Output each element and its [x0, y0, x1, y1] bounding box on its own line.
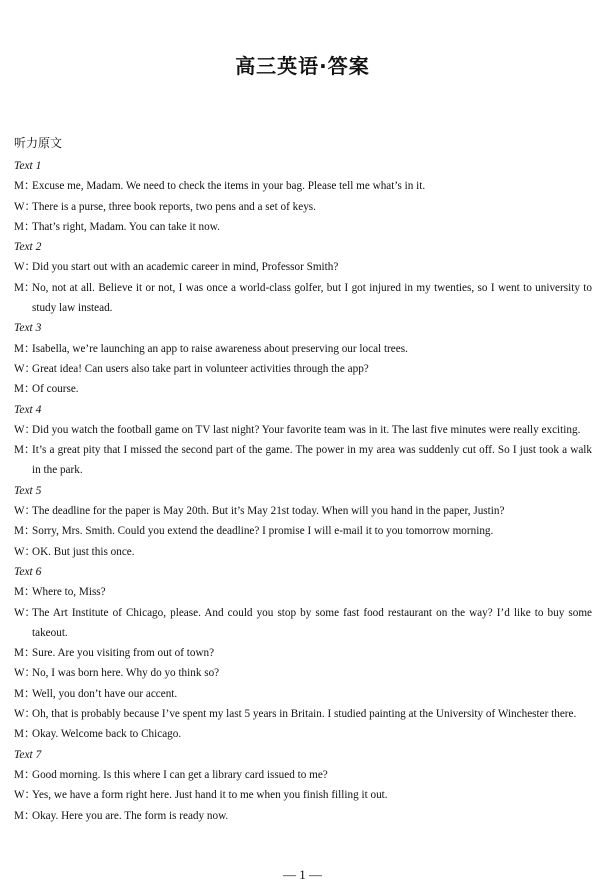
speaker: W： [14, 545, 36, 558]
speaker: W： [14, 606, 36, 619]
utterance: No, I was born here. Why do yo think so? [32, 667, 220, 680]
speaker: W： [14, 200, 36, 213]
dialogue-line [14, 217, 592, 237]
speaker: W： [14, 423, 36, 436]
dialogue-line [14, 420, 592, 440]
utterance: Great idea! Can users also take part in volunteer activities through the app? [32, 362, 369, 375]
dialogue-line [14, 501, 592, 521]
speaker: M： [14, 728, 36, 741]
speaker: W： [14, 708, 36, 721]
utterance: That’s right, Madam. You can take it now. [32, 220, 220, 233]
speaker: M： [14, 687, 36, 700]
transcript [14, 156, 592, 826]
utterance: Excuse me, Madam. We need to check the items in your bag. Please tell me what’s in it. [32, 180, 426, 193]
utterance: Sorry, Mrs. Smith. Could you extend the deadline? I promise I will e-mail it to you tomorrow morning. [32, 525, 494, 538]
dialogue-line [14, 643, 592, 663]
speaker: M： [14, 525, 36, 538]
text-label: Text 5 [14, 484, 42, 497]
dialogue-line [14, 440, 592, 481]
dialogue-line [14, 197, 592, 217]
speaker: M： [14, 768, 36, 781]
dialogue-line [14, 663, 592, 683]
dialogue-line [14, 806, 592, 826]
text-label: Text 4 [14, 403, 42, 416]
utterance: Isabella, we’re launching an app to raise awareness about preserving our local trees. [32, 342, 408, 355]
utterance: There is a purse, three book reports, two pens and a set of keys. [32, 200, 316, 213]
utterance: The deadline for the paper is May 20th. But it’s May 21st today. When will you hand in the paper, Justin? [32, 505, 505, 518]
speaker: W： [14, 505, 36, 518]
utterance: Did you watch the football game on TV last night? Your favorite team was in it. The last five minutes were really exciting. [32, 423, 581, 436]
utterance: Did you start out with an academic career in mind, Professor Smith? [32, 261, 339, 274]
speaker: W： [14, 667, 36, 680]
speaker: W： [14, 362, 36, 375]
text-label: Text 1 [14, 160, 42, 172]
speaker: M： [14, 809, 36, 822]
utterance: It’s a great pity that I missed the second part of the game. The power in my area was suddenly cut off. So I just took a walk in the park. [32, 444, 592, 477]
dialogue-line [14, 704, 592, 724]
utterance: Okay. Welcome back to Chicago. [32, 728, 182, 741]
speaker: M： [14, 383, 36, 396]
section-heading: 听力原文 [14, 136, 63, 150]
utterance: No, not at all. Believe it or not, I was once a world-class golfer, but I got injured in my twenties, so I went to university to study law instead. [32, 281, 592, 315]
utterance: The Art Institute of Chicago, please. And could you stop by some fast food restaurant on the way? I’d like to buy some takeout. [32, 606, 592, 639]
text-label: Text 6 [14, 565, 42, 578]
utterance: OK. But just this once. [32, 545, 135, 558]
utterance: Oh, that is probably because I’ve spent my last 5 years in Britain. I studied painting at the University of Winchester there. [32, 708, 577, 721]
speaker: M： [14, 586, 36, 599]
utterance: Okay. Here you are. The form is ready now. [32, 809, 229, 822]
dialogue-line [14, 359, 592, 379]
dialogue-line [14, 582, 592, 602]
dialogue-line [14, 176, 592, 196]
speaker: M： [14, 647, 36, 660]
page-title: 高三英语·答案 [235, 54, 370, 78]
dialogue-line [14, 379, 592, 399]
dialogue-line [14, 603, 592, 644]
dialogue-line [14, 339, 592, 359]
utterance: Where to, Miss? [32, 586, 106, 599]
speaker: W： [14, 261, 36, 274]
text-label: Text 7 [14, 748, 42, 761]
dialogue-line [14, 684, 592, 704]
dialogue-line [14, 724, 592, 744]
speaker: M： [14, 180, 36, 193]
speaker: M： [14, 220, 36, 233]
dialogue-line [14, 785, 592, 805]
speaker: M： [14, 342, 36, 355]
utterance: Yes, we have a form right here. Just hand it to me when you finish filling it out. [32, 789, 388, 802]
dialogue-line [14, 278, 592, 319]
dialogue-line [14, 765, 592, 785]
speaker: W： [14, 789, 36, 802]
text-label: Text 3 [14, 322, 42, 335]
utterance: Sure. Are you visiting from out of town? [32, 647, 215, 660]
utterance: Well, you don’t have our accent. [32, 687, 178, 700]
speaker: M： [14, 281, 36, 294]
utterance: Good morning. Is this where I can get a library card issued to me? [32, 768, 328, 781]
dialogue-line [14, 521, 592, 541]
text-label: Text 2 [14, 241, 42, 254]
dialogue-line [14, 257, 592, 277]
speaker: M： [14, 444, 36, 457]
dialogue-line [14, 542, 592, 562]
page-number: — 1 — [283, 867, 322, 882]
utterance: Of course. [32, 383, 79, 396]
